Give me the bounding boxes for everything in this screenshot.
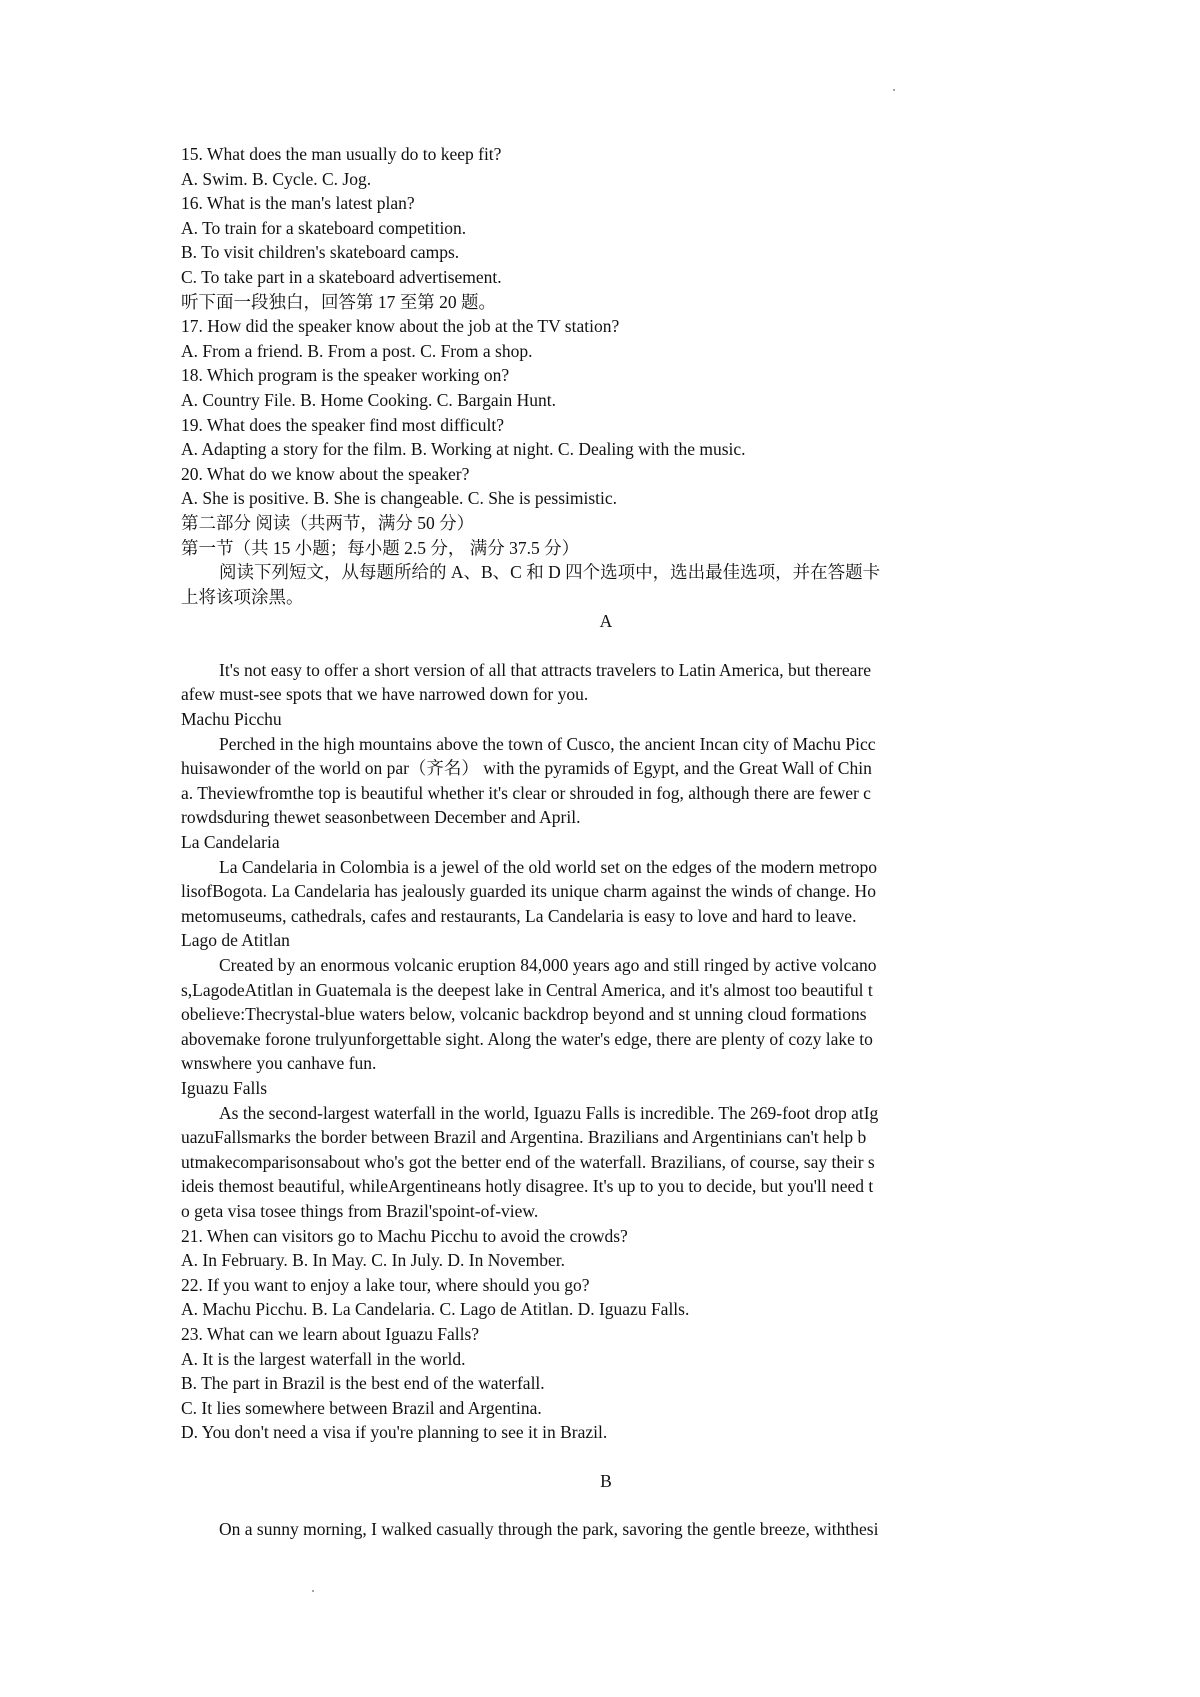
question-16: 16. What is the man's latest plan? bbox=[181, 193, 415, 214]
question-23-option-a: A. It is the largest waterfall in the world. bbox=[181, 1348, 466, 1369]
question-20: 20. What do we know about the speaker? bbox=[181, 463, 470, 484]
question-15: 15. What does the man usually do to keep fit? bbox=[181, 144, 502, 164]
question-18: 18. Which program is the speaker working on? bbox=[181, 365, 510, 386]
question-18-options: A. Country File. B. Home Cooking. C. Bargain Hunt. bbox=[181, 389, 556, 410]
iguazu-falls-text: ideis themost beautiful, whileArgentineans hotly disagree. It's up to you to decide, but you'll need t bbox=[181, 1176, 874, 1197]
scan-speck bbox=[893, 89, 895, 91]
lago-de-atitlan-text: obelieve:Thecrystal-blue waters below, volcanic backdrop beyond and st unning cloud formations bbox=[181, 1004, 867, 1025]
question-20-options: A. She is positive. B. She is changeable. C. She is pessimistic. bbox=[181, 488, 618, 509]
question-17: 17. How did the speaker know about the job at the TV station? bbox=[181, 316, 620, 337]
section-one-title: 第一节（共 15 小题；每小题 2.5 分， 满分 37.5 分） bbox=[181, 537, 580, 558]
passage-a-intro-cont: afew must-see spots that we have narrowed down for you. bbox=[181, 684, 589, 705]
part-two-title: 第二部分 阅读（共两节，满分 50 分） bbox=[181, 512, 475, 533]
lago-de-atitlan-text: Created by an enormous volcanic eruption 84,000 years ago and still ringed by active volcano bbox=[219, 955, 877, 975]
question-23-option-c: C. It lies somewhere between Brazil and Argentina. bbox=[181, 1397, 542, 1418]
question-21: 21. When can visitors go to Machu Picchu to avoid the crowds? bbox=[181, 1225, 628, 1246]
question-15-options: A. Swim. B. Cycle. C. Jog. bbox=[181, 168, 372, 189]
iguazu-falls-text: As the second-largest waterfall in the world, Iguazu Falls is incredible. The 269-foot drop atIg bbox=[219, 1102, 879, 1123]
heading-machu-picchu: Machu Picchu bbox=[181, 709, 282, 730]
passage-a-intro: It's not easy to offer a short version of all that attracts travelers to Latin America, but thereare bbox=[219, 659, 872, 680]
la-candelaria-text: metomuseums, cathedrals, cafes and restaurants, La Candelaria is easy to love and hard to leave. bbox=[181, 905, 857, 926]
heading-iguazu-falls: Iguazu Falls bbox=[181, 1077, 268, 1098]
passage-b-label: B bbox=[600, 1470, 612, 1491]
machu-picchu-text: Perched in the high mountains above the town of Cusco, the ancient Incan city of Machu Picc bbox=[219, 733, 876, 754]
question-23-option-d: D. You don't need a visa if you're planning to see it in Brazil. bbox=[181, 1422, 608, 1443]
machu-picchu-text: rowdsduring thewet seasonbetween December and April. bbox=[181, 807, 581, 828]
iguazu-falls-text: o geta visa tosee things from Brazil'spoint-of-view. bbox=[181, 1200, 539, 1221]
passage-a-label: A bbox=[599, 611, 613, 632]
lago-de-atitlan-text: abovemake forone trulyunforgettable sight. Along the water's edge, there are plenty of cozy lake to bbox=[181, 1028, 873, 1049]
heading-la-candelaria: La Candelaria bbox=[181, 832, 280, 853]
exam-page bbox=[181, 142, 1031, 1542]
question-16-option-b: B. To visit children's skateboard camps. bbox=[181, 242, 460, 263]
machu-picchu-text: a. Theviewfromthe top is beautiful whether it's clear or shrouded in fog, although there are fewer c bbox=[181, 782, 871, 803]
question-16-option-c: C. To take part in a skateboard advertisement. bbox=[181, 266, 502, 287]
question-21-options: A. In February. B. In May. C. In July. D. In November. bbox=[181, 1250, 565, 1271]
reading-instruction: 阅读下列短文，从每题所给的 A、B、C 和 D 四个选项中，选出最佳选项，并在答题卡 bbox=[219, 562, 881, 583]
spacer bbox=[181, 1445, 1031, 1469]
passage-b-text: On a sunny morning, I walked casually through the park, savoring the gentle breeze, withthesi bbox=[219, 1519, 879, 1540]
monologue-instruction: 听下面一段独白，回答第 17 至第 20 题。 bbox=[181, 291, 496, 312]
spacer bbox=[181, 634, 1031, 658]
lago-de-atitlan-text: wnswhere you canhave fun. bbox=[181, 1053, 377, 1074]
la-candelaria-text: La Candelaria in Colombia is a jewel of the old world set on the edges of the modern metropo bbox=[219, 856, 878, 877]
lago-de-atitlan-text: s,LagodeAtitlan in Guatemala is the deepest lake in Central America, and it's almost too beautiful t bbox=[181, 979, 873, 1000]
question-19: 19. What does the speaker find most difficult? bbox=[181, 414, 505, 435]
question-23-option-b: B. The part in Brazil is the best end of the waterfall. bbox=[181, 1373, 545, 1394]
heading-lago-de-atitlan: Lago de Atitlan bbox=[181, 930, 290, 951]
la-candelaria-text: lisofBogota. La Candelaria has jealously guarded its unique charm against the winds of change. Ho bbox=[181, 881, 876, 902]
reading-instruction-cont: 上将该项涂黑。 bbox=[181, 586, 304, 607]
spacer bbox=[181, 1493, 1031, 1517]
question-17-options: A. From a friend. B. From a post. C. From a shop. bbox=[181, 340, 533, 361]
iguazu-falls-text: utmakecomparisonsabout who's got the better end of the waterfall. Brazilians, of course, say their s bbox=[181, 1151, 875, 1172]
question-23: 23. What can we learn about Iguazu Falls? bbox=[181, 1323, 480, 1344]
question-22: 22. If you want to enjoy a lake tour, where should you go? bbox=[181, 1274, 590, 1295]
machu-picchu-text: huisawonder of the world on par（齐名） with the pyramids of Egypt, and the Great Wall of Chin bbox=[181, 758, 872, 779]
scan-speck bbox=[312, 1590, 314, 1592]
iguazu-falls-text: uazuFallsmarks the border between Brazil and Argentina. Brazilians and Argentinians can't help b bbox=[181, 1127, 867, 1148]
question-16-option-a: A. To train for a skateboard competition. bbox=[181, 217, 467, 238]
question-22-options: A. Machu Picchu. B. La Candelaria. C. Lago de Atitlan. D. Iguazu Falls. bbox=[181, 1299, 690, 1320]
question-19-options: A. Adapting a story for the film. B. Working at night. C. Dealing with the music. bbox=[181, 439, 746, 460]
